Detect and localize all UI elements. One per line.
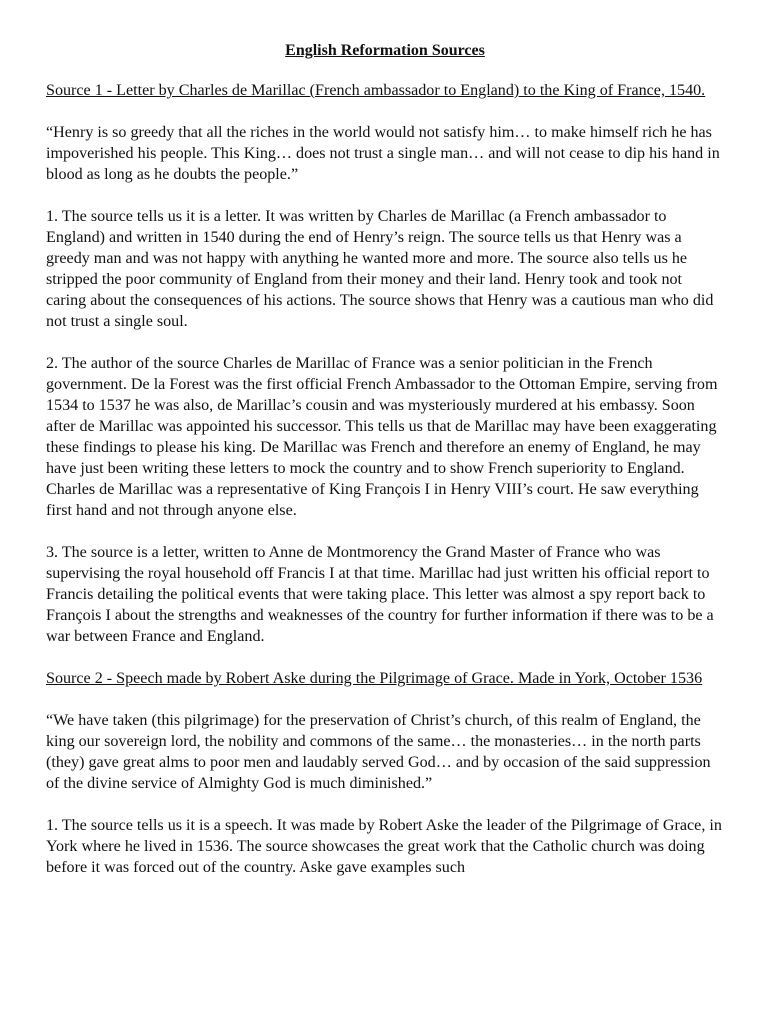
source-1-answer-1: 1. The source tells us it is a letter. It was written by Charles de Marillac (a French ambassador to England) and written in 1540 during the end of Henry’s reign. The source tells us that Henry was a greedy man and was not happy with anything he wanted more and more. The source also tells us he stripped the poor community of England from their money and their land. Henry took and took not caring about the consequences of his actions. The source shows that Henry was a cautious man who did not trust a single soul. (46, 208, 714, 330)
source-2-heading: Source 2 - Speech made by Robert Aske during the Pilgrimage of Grace. Made in York, October 1536 (46, 670, 703, 687)
source-1-answer-3: 3. The source is a letter, written to Anne de Montmorency the Grand Master of France who was supervising the royal household off Francis I at that time. Marillac had just written his official report to Francis detailing the political events that were taking place. This letter was almost a spy report back to François I about the strengths and weaknesses of the country for further information if there was to be a war between France and England. (46, 544, 714, 645)
source-2-answer-1: 1. The source tells us it is a speech. It was made by Robert Aske the leader of the Pilgrimage of Grace, in York where he lived in 1536. The source showcases the great work that the Catholic church was doing before it was forced out of the country. Aske gave examples such (46, 817, 722, 876)
source-1-heading: Source 1 - Letter by Charles de Marillac (French ambassador to England) to the King of France, 1540. (46, 82, 706, 99)
document-title: English Reformation Sources (285, 42, 485, 59)
source-1-answer-2: 2. The author of the source Charles de Marillac of France was a senior politician in the French government. De la Forest was the first official French Ambassador to the Ottoman Empire, serving from 1534 to 1537 he was also, de Marillac’s cousin and was mysteriously murdered at his embassy. Soon after de Marillac was appointed his successor. This tells us that de Marillac may have been exaggerating these findings to please his king. De Marillac was French and therefore an enemy of England, he may have just been writing these letters to mock the country and to show French superiority to England. Charles de Marillac was a representative of King François I in Henry VIII’s court. He saw everything first hand and not through anyone else. (46, 355, 718, 519)
source-1-quote: “Henry is so greedy that all the riches in the world would not satisfy him… to make himself rich he has impoverished his people. This King… does not trust a single man… and will not cease to dip his hand in blood as long as he doubts the people.” (46, 124, 720, 183)
source-2-quote: “We have taken (this pilgrimage) for the preservation of Christ’s church, of this realm of England, the king our sovereign lord, the nobility and commons of the same… the monasteries… in the north parts (they) gave great alms to poor men and laudably served God… and by occasion of the said suppression of the divine service of Almighty God is much diminished.” (46, 712, 711, 792)
